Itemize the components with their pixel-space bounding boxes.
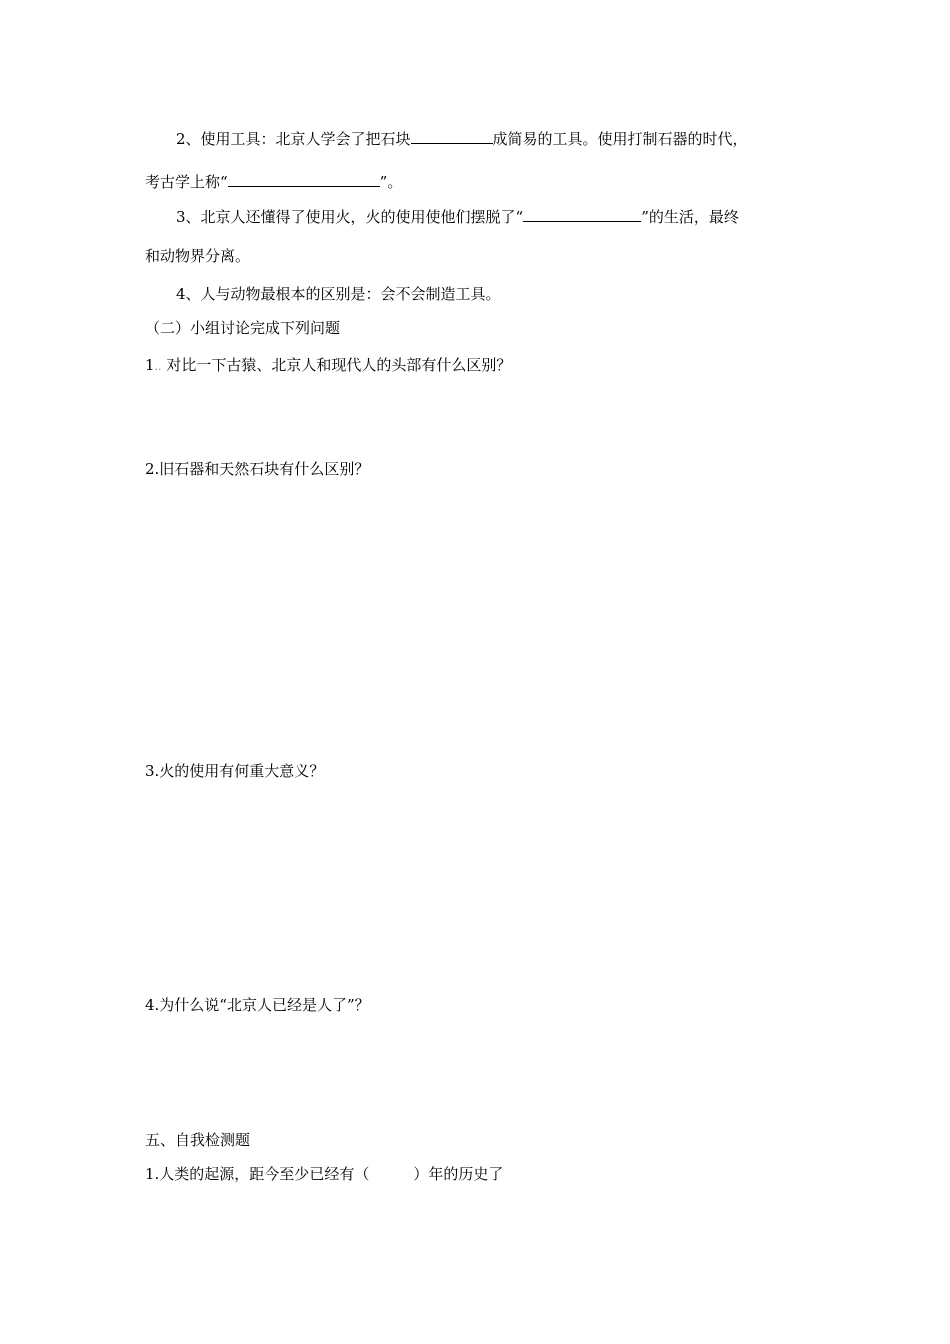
self-test-q1-text-a: 1.人类的起源，距今至少已经有（ xyxy=(145,1165,370,1183)
question-text: 对比一下古猿、北京人和现代人的头部有什么区别？ xyxy=(166,356,512,374)
answer-blank[interactable] xyxy=(228,171,380,187)
item-2-text-b: 成简易的工具。使用打制石器的时代， xyxy=(492,130,748,148)
discussion-question-3: 3.火的使用有何重大意义？ xyxy=(145,762,325,780)
discussion-question-2: 2.旧石器和天然石块有什么区别？ xyxy=(145,460,370,478)
fill-item-3-line-2: 和动物界分离。 xyxy=(145,247,251,265)
fill-item-3-line-1 xyxy=(176,206,739,227)
question-dots: .. xyxy=(154,360,162,373)
self-test-q1-text-b: ）年的历史了 xyxy=(413,1165,504,1183)
fill-item-2-line-1 xyxy=(176,128,748,149)
item-2-text-d: ”。 xyxy=(379,173,403,191)
answer-blank[interactable] xyxy=(411,128,493,144)
item-3-text-b: ”的生活，最终 xyxy=(641,208,739,226)
discussion-question-4: 4.为什么说“北京人已经是人了”？ xyxy=(145,996,370,1014)
fill-item-2-line-2 xyxy=(145,171,402,192)
item-2-text-c: 考古学上称“ xyxy=(145,173,228,191)
discussion-question-1 xyxy=(145,355,511,377)
group-discussion-heading: （二）小组讨论完成下列问题 xyxy=(145,319,341,337)
fill-item-4: 4、人与动物最根本的区别是：会不会制造工具。 xyxy=(176,285,501,303)
self-test-question-1 xyxy=(145,1164,503,1184)
question-number: 1 xyxy=(145,356,155,374)
self-test-heading: 五、自我检测题 xyxy=(145,1131,251,1149)
item-2-text-a: 2、使用工具：北京人学会了把石块 xyxy=(176,130,411,148)
answer-blank[interactable] xyxy=(523,206,641,222)
item-3-text-a: 3、北京人还懂得了使用火，火的使用使他们摆脱了“ xyxy=(176,208,524,226)
